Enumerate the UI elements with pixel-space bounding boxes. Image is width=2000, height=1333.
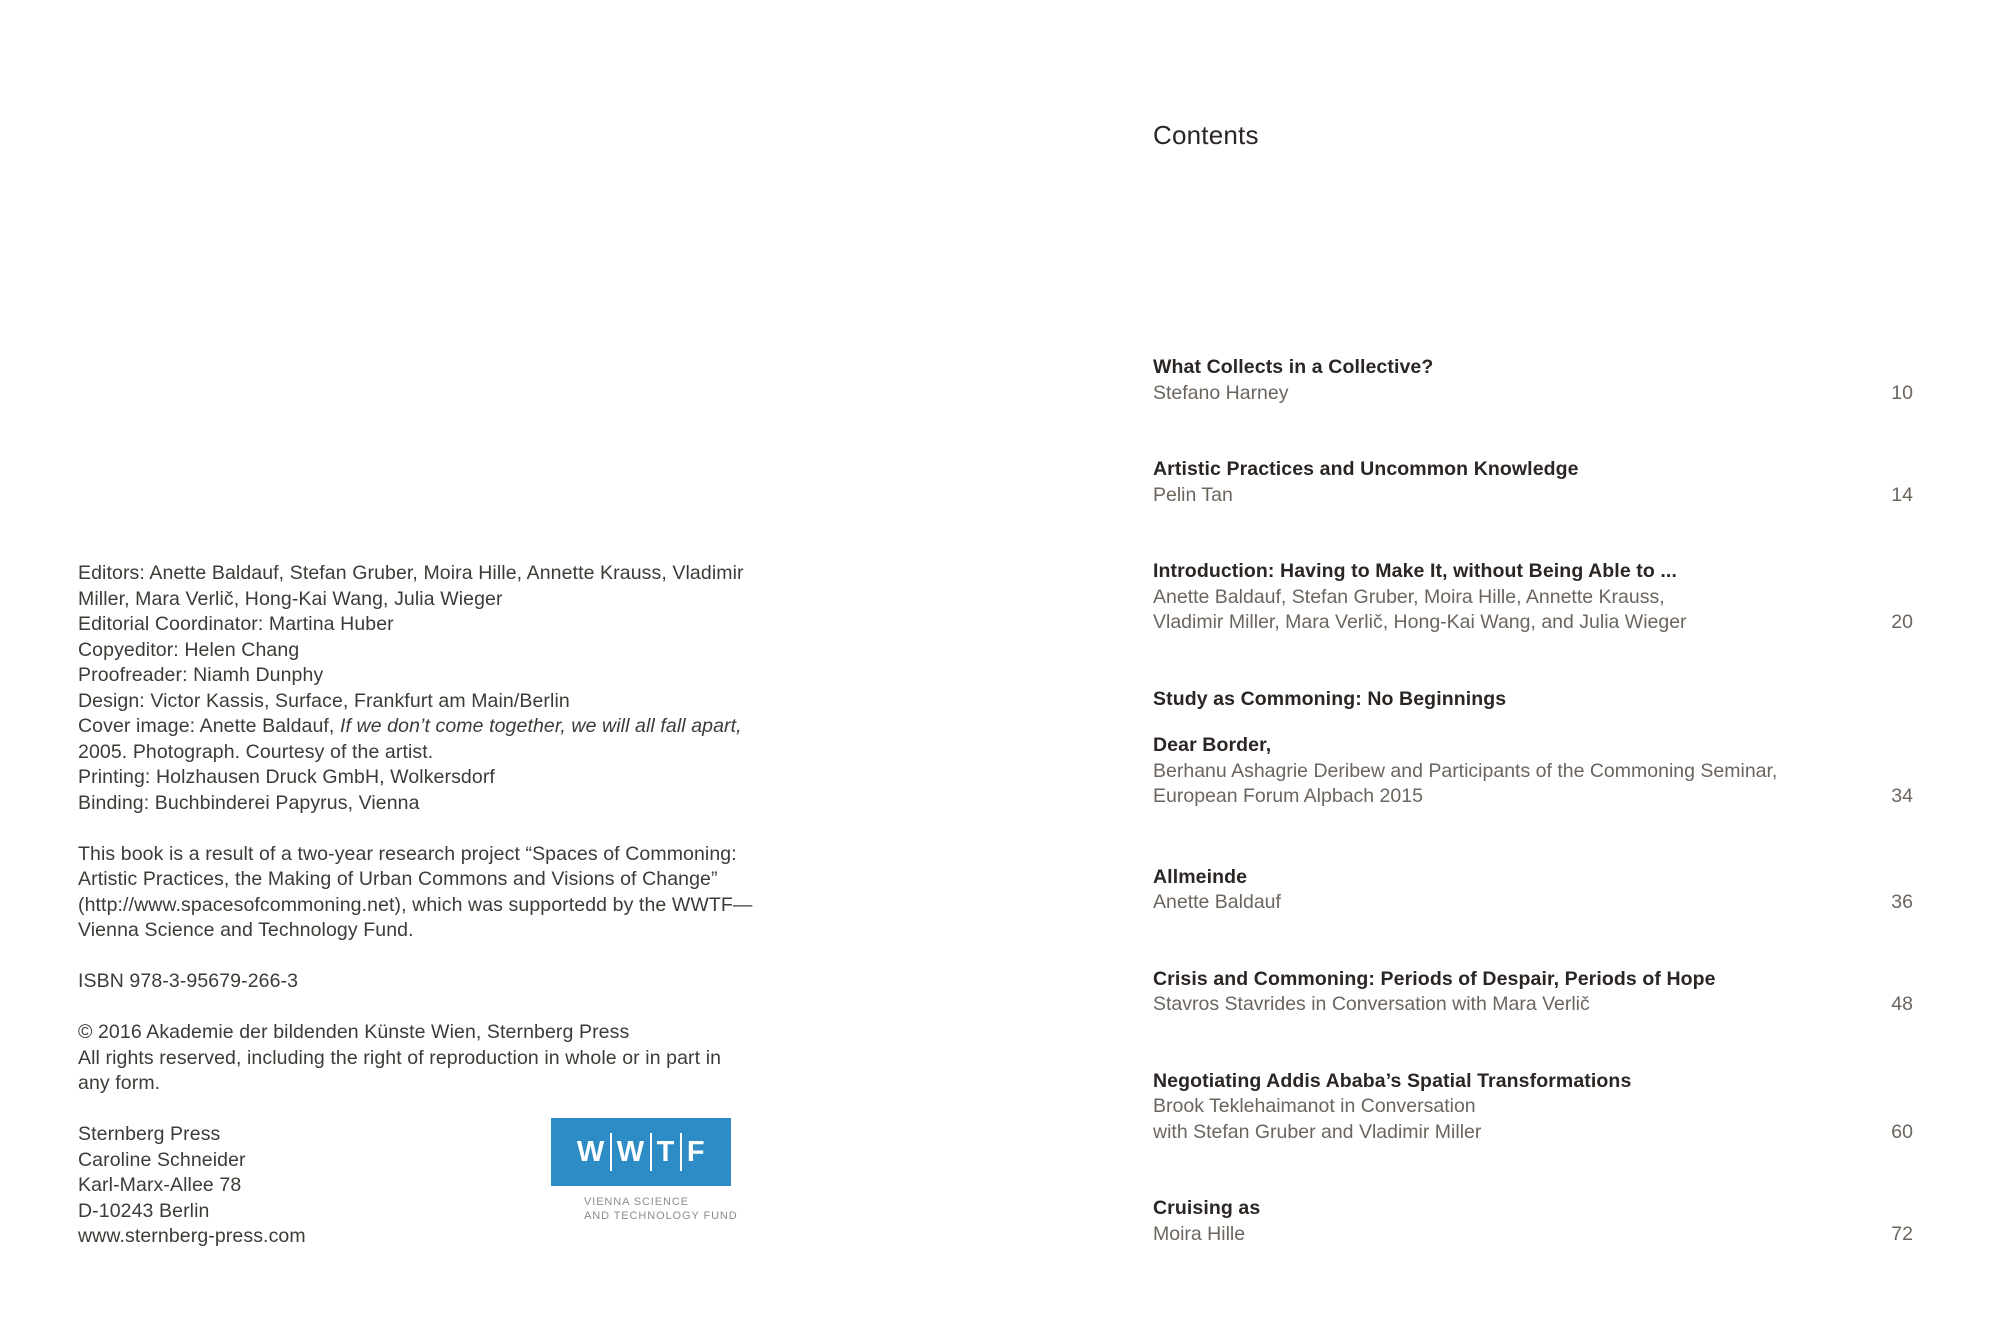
toc-entry-author: Berhanu Ashagrie Deribew and Participants of the Commoning Seminar,	[1153, 759, 1778, 782]
project-note-line: (http://www.spacesofcommoning.net), which was supportedd by the WWTF—	[78, 893, 753, 916]
toc-entry	[1153, 355, 1913, 406]
toc-entry-author: Stavros Stavrides in Conversation with Mara Verlič	[1153, 993, 1590, 1015]
toc-entry	[1153, 559, 1913, 636]
toc-entry	[1153, 733, 1913, 810]
credits-line: Binding: Buchbinderei Papyrus, Vienna	[78, 791, 420, 814]
cover-image-prefix: Cover image: Anette Baldauf,	[78, 715, 340, 737]
credits-line: 2005. Photograph. Courtesy of the artist.	[78, 740, 434, 763]
cover-image-title: If we don’t come together, we will all fall apart,	[339, 715, 742, 737]
credits-line: Proofreader: Niamh Dunphy	[78, 664, 324, 686]
toc-entry-author: with Stefan Gruber and Vladimir Miller	[1153, 1120, 1482, 1143]
toc-entry-title: Cruising as	[1153, 1197, 1261, 1219]
toc-entry-title: Study as Commoning: No Beginnings	[1153, 687, 1507, 710]
toc-entry	[1153, 1069, 1913, 1146]
toc-entry-author: European Forum Alpbach 2015	[1153, 785, 1423, 807]
project-note-line: Vienna Science and Technology Fund.	[78, 919, 414, 941]
table-of-contents	[1153, 355, 1913, 1247]
publisher-website: www.sternberg-press.com	[78, 1225, 306, 1247]
wwtf-caption	[584, 1196, 738, 1223]
publisher-line: Caroline Schneider	[78, 1148, 246, 1171]
toc-section-heading	[1153, 687, 1913, 713]
toc-entry-title: Negotiating Addis Ababa’s Spatial Transformations	[1153, 1069, 1632, 1092]
publisher-line: Karl-Marx-Allee 78	[78, 1174, 242, 1196]
toc-entry	[1153, 967, 1913, 1018]
wwtf-letter: W	[576, 1135, 605, 1168]
copyright-line: any form.	[78, 1072, 161, 1094]
toc-entry-author: Pelin Tan	[1153, 483, 1233, 506]
toc-entry-title: Crisis and Commoning: Periods of Despair, Periods of Hope	[1153, 967, 1716, 990]
credits-line: Printing: Holzhausen Druck GmbH, Wolkersdorf	[78, 766, 495, 788]
toc-page-number: 60	[1891, 1120, 1913, 1143]
page-title: Contents	[1153, 120, 1259, 150]
wwtf-letter: W	[616, 1135, 645, 1168]
credits-line: Editors: Anette Baldauf, Stefan Gruber, Moira Hille, Annette Krauss, Vladimir	[78, 562, 744, 584]
toc-page-number: 14	[1891, 483, 1913, 506]
toc-entry	[1153, 1196, 1913, 1247]
credits-block	[78, 561, 753, 816]
isbn-line: ISBN 978-3-95679-266-3	[78, 970, 299, 992]
toc-entry	[1153, 457, 1913, 508]
credits-line: Design: Victor Kassis, Surface, Frankfurt am Main/Berlin	[78, 689, 570, 712]
toc-entry-title: What Collects in a Collective?	[1153, 356, 1434, 378]
project-note-block	[78, 842, 753, 944]
copyright-block	[78, 1020, 753, 1097]
project-note-line: Artistic Practices, the Making of Urban Commons and Visions of Change”	[78, 868, 718, 890]
toc-entry-author: Brook Teklehaimanot in Conversation	[1153, 1095, 1476, 1117]
credits-line: Miller, Mara Verlič, Hong-Kai Wang, Julia Wieger	[78, 587, 503, 610]
copyright-line: © 2016 Akademie der bildenden Künste Wien, Sternberg Press	[78, 1021, 630, 1043]
toc-page-number: 10	[1891, 381, 1913, 404]
copyright-line: All rights reserved, including the right of reproduction in whole or in part in	[78, 1046, 722, 1069]
toc-entry	[1153, 865, 1913, 916]
toc-entry-title: Dear Border,	[1153, 734, 1272, 756]
toc-page-number: 34	[1891, 785, 1913, 807]
wwtf-logo	[551, 1118, 738, 1223]
toc-entry-title: Artistic Practices and Uncommon Knowledge	[1153, 458, 1579, 480]
wwtf-letter: F	[686, 1135, 706, 1168]
isbn-block	[78, 969, 753, 995]
publisher-line: D-10243 Berlin	[78, 1199, 210, 1222]
project-note-line: This book is a result of a two-year research project “Spaces of Commoning:	[78, 842, 737, 865]
toc-entry-author: Moira Hille	[1153, 1222, 1246, 1245]
cover-image-line	[78, 714, 753, 740]
wwtf-letter: T	[656, 1135, 675, 1168]
toc-page-number: 20	[1891, 611, 1913, 633]
toc-entry-author: Anette Baldauf, Stefan Gruber, Moira Hille, Annette Krauss,	[1153, 585, 1665, 608]
toc-entry-title: Allmeinde	[1153, 865, 1248, 888]
credits-line: Copyeditor: Helen Chang	[78, 638, 300, 661]
wwtf-logo-box	[551, 1118, 731, 1186]
toc-entry-title: Introduction: Having to Make It, without Being Able to ...	[1153, 560, 1677, 582]
credits-line: Editorial Coordinator: Martina Huber	[78, 613, 394, 635]
wwtf-caption-line: VIENNA SCIENCE	[584, 1196, 689, 1208]
toc-entry-author: Vladimir Miller, Mara Verlič, Hong-Kai Wang, and Julia Wieger	[1153, 611, 1687, 633]
toc-page-number: 72	[1891, 1222, 1913, 1245]
toc-entry-author: Stefano Harney	[1153, 381, 1289, 404]
toc-entry-author: Anette Baldauf	[1153, 891, 1281, 913]
publisher-line: Sternberg Press	[78, 1123, 221, 1145]
toc-page-number: 36	[1891, 891, 1913, 913]
toc-page-number: 48	[1891, 993, 1913, 1015]
wwtf-caption-line: AND TECHNOLOGY FUND	[584, 1209, 738, 1222]
